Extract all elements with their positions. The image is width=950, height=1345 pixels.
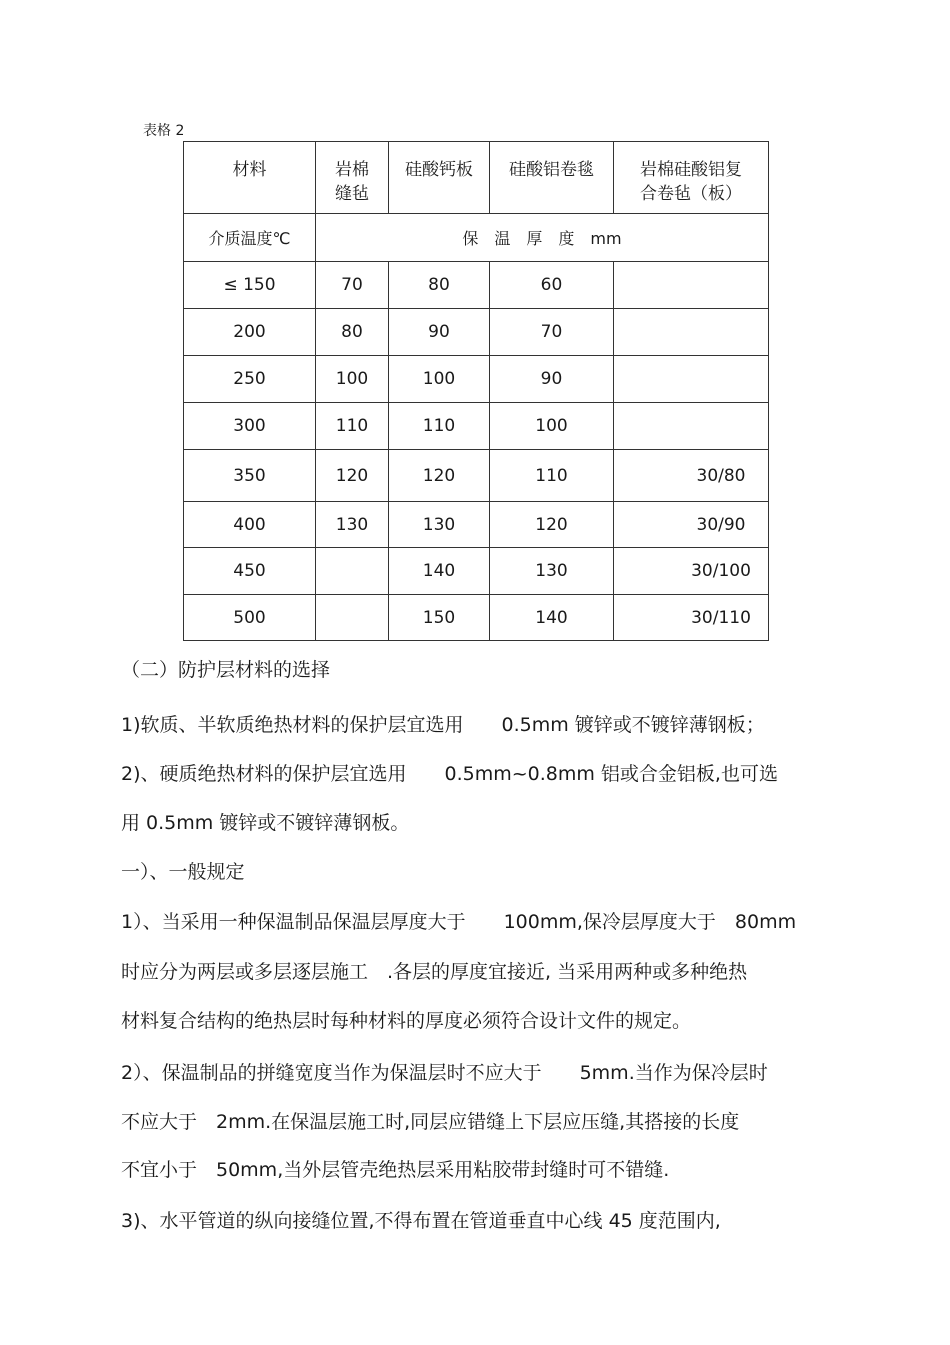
header-calcium-silicate-label: 硅酸钙板 <box>405 160 473 180</box>
table-cell: 30/80 <box>614 450 769 502</box>
table-cell: ≤ 150 <box>184 262 316 309</box>
table-cell <box>614 262 769 309</box>
table-cell: 500 <box>184 595 316 641</box>
table-cell: 400 <box>184 502 316 548</box>
table-cell: 100 <box>316 356 389 403</box>
table-cell <box>316 548 389 595</box>
table-cell <box>614 403 769 450</box>
table-cell: 80 <box>389 262 490 309</box>
table-row <box>184 595 769 641</box>
table-cell: 200 <box>184 309 316 356</box>
header-rock-wool-felt <box>316 142 389 214</box>
table-cell <box>614 309 769 356</box>
table-cell: 130 <box>389 502 490 548</box>
table-cell: 130 <box>316 502 389 548</box>
table-cell: 120 <box>316 450 389 502</box>
table-cell: 120 <box>389 450 490 502</box>
table-cell: 110 <box>490 450 614 502</box>
paragraph-line: 不宜小于 50mm,当外层管壳绝热层采用粘胶带封缝时可不错缝. <box>121 1159 670 1181</box>
table-cell: 150 <box>389 595 490 641</box>
header-composite <box>614 142 769 214</box>
table-row <box>184 403 769 450</box>
table-cell: 90 <box>389 309 490 356</box>
paragraph-line: 时应分为两层或多层逐层施工 .各层的厚度宜接近, 当采用两种或多种绝热 <box>121 961 748 983</box>
header-calcium-silicate <box>389 142 490 214</box>
table-cell: 450 <box>184 548 316 595</box>
table-cell: 90 <box>490 356 614 403</box>
table-cell: 100 <box>490 403 614 450</box>
thickness-label: 保 温 厚 度 mm <box>316 214 769 262</box>
header-material <box>184 142 316 214</box>
table-row <box>184 450 769 502</box>
paragraph-line: 材料复合结构的绝热层时每种材料的厚度必须符合设计文件的规定。 <box>121 1010 692 1032</box>
table-row <box>184 548 769 595</box>
table-cell: 250 <box>184 356 316 403</box>
paragraph-line: 3)、水平管道的纵向接缝位置,不得布置在管道垂直中心线 45 度范围内, <box>121 1210 721 1232</box>
table-cell: 30/100 <box>614 548 769 595</box>
table-row <box>184 309 769 356</box>
table-cell: 140 <box>389 548 490 595</box>
table-cell: 70 <box>490 309 614 356</box>
table-cell: 30/110 <box>614 595 769 641</box>
paragraph-line: 2）、保温制品的拼缝宽度当作为保温层时不应大于 5mm.当作为保冷层时 <box>121 1062 768 1084</box>
paragraph-line: 一）、一般规定 <box>121 861 245 883</box>
table-row <box>184 356 769 403</box>
table-cell: 110 <box>316 403 389 450</box>
table-row <box>184 502 769 548</box>
table-cell: 130 <box>490 548 614 595</box>
table-cell: 60 <box>490 262 614 309</box>
header-composite-label: 岩棉硅酸铝复 合卷毡（板） <box>640 160 742 204</box>
table-cell: 70 <box>316 262 389 309</box>
paragraph-line: 2)、硬质绝热材料的保护层宜选用 0.5mm~0.8mm 铝或合金铝板,也可选 <box>121 763 778 785</box>
table-cell <box>614 356 769 403</box>
table-cell: 350 <box>184 450 316 502</box>
header-rock-wool-felt-label: 岩棉 缝毡 <box>335 160 369 204</box>
paragraph-line: 不应大于 2mm.在保温层施工时,同层应错缝上下层应压缝,其搭接的长度 <box>121 1111 740 1133</box>
paragraph-line: 1）、当采用一种保温制品保温层厚度大于 100mm,保冷层厚度大于 80mm <box>121 911 797 933</box>
insulation-thickness-table <box>183 141 769 641</box>
table-cell: 120 <box>490 502 614 548</box>
table-header-row <box>184 142 769 214</box>
table-cell: 80 <box>316 309 389 356</box>
header-aluminum-silicate <box>490 142 614 214</box>
table-cell <box>316 595 389 641</box>
paragraph-line: 用 0.5mm 镀锌或不镀锌薄钢板。 <box>121 812 410 834</box>
header-material-label: 材料 <box>232 160 267 180</box>
table-cell: 100 <box>389 356 490 403</box>
paragraph-line: （二）防护层材料的选择 <box>121 659 331 681</box>
table-cell: 30/90 <box>614 502 769 548</box>
table-caption: 表格 2 <box>143 123 185 139</box>
table-cell: 140 <box>490 595 614 641</box>
table-subheader-row <box>184 214 769 262</box>
table-row <box>184 262 769 309</box>
table-cell: 110 <box>389 403 490 450</box>
paragraph-line: 1)软质、半软质绝热材料的保护层宜选用 0.5mm 镀锌或不镀锌薄钢板； <box>121 714 765 736</box>
medium-temperature-label: 介质温度℃ <box>184 214 316 262</box>
header-aluminum-silicate-label: 硅酸铝卷毯 <box>509 160 594 180</box>
table-cell: 300 <box>184 403 316 450</box>
